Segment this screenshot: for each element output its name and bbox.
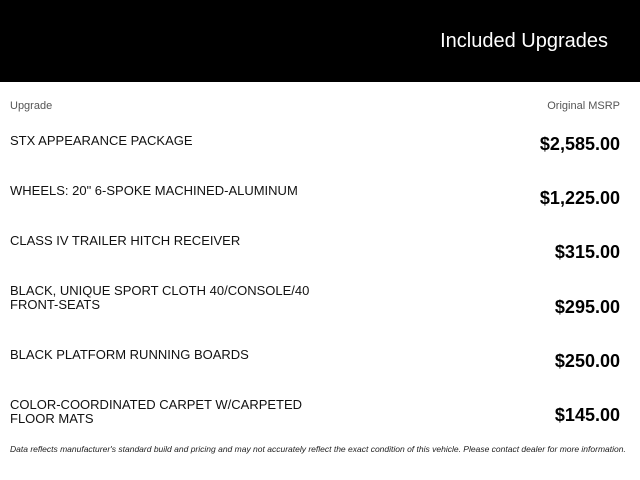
upgrade-name: BLACK, UNIQUE SPORT CLOTH 40/CONSOLE/40 FRONT-SEATS (10, 283, 310, 312)
header-bar (0, 0, 640, 82)
upgrade-price: $2,585.00 (539, 134, 620, 154)
upgrade-name: CLASS IV TRAILER HITCH RECEIVER (10, 233, 241, 248)
upgrade-price: $145.00 (554, 405, 620, 425)
upgrade-price: $1,225.00 (539, 188, 620, 208)
upgrade-price: $250.00 (554, 351, 620, 371)
upgrade-price: $315.00 (554, 242, 620, 262)
upgrade-name: WHEELS: 20" 6-SPOKE MACHINED-ALUMINUM (10, 183, 298, 198)
disclaimer-text: Data reflects manufacturer's standard build and pricing and may not accurately reflect the exact condition of this vehicle. Please contact dealer for more information. (10, 444, 626, 454)
upgrade-name: BLACK PLATFORM RUNNING BOARDS (10, 347, 249, 362)
upgrade-name: COLOR-COORDINATED CARPET W/CARPETED FLOOR MATS (10, 397, 303, 426)
page-title: Included Upgrades (440, 30, 608, 52)
upgrade-price: $295.00 (554, 297, 620, 317)
upgrade-name: STX APPEARANCE PACKAGE (10, 133, 193, 148)
column-header-upgrade: Upgrade (10, 100, 53, 112)
column-header-msrp: Original MSRP (547, 100, 620, 112)
